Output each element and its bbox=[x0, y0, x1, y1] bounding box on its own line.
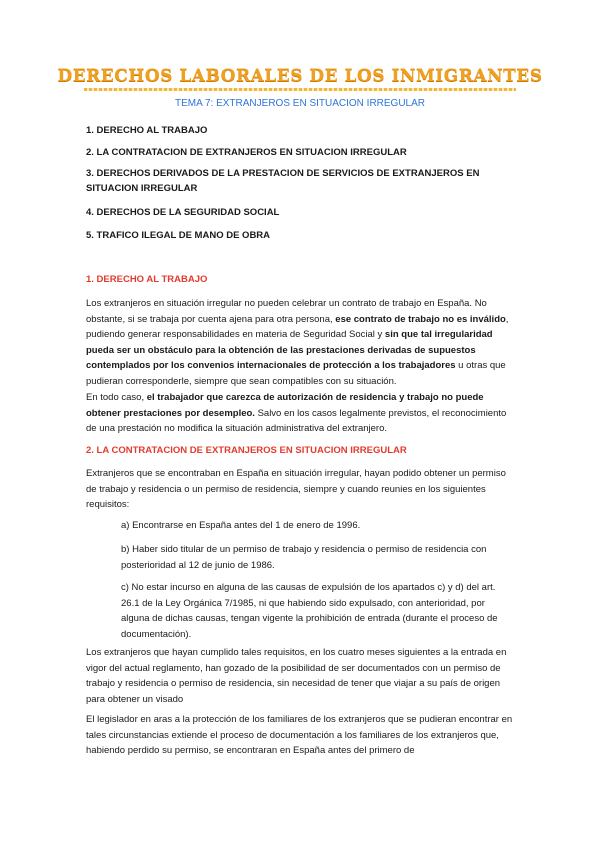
requirement-item: c) No estar incurso en alguna de las causas de expulsión de los apartados c) y d) del art. 26.1 de la Ley Orgánica 7/1985, ni que habiendo sido expulsado, con anterioridad, por alguna de dichas causas, tengan vigente la prohibición de entrada (durante el proceso de documentación). bbox=[121, 582, 498, 640]
requirement-item: b) Haber sido titular de un permiso de trabajo y residencia o permiso de residencia con posterioridad al 12 de junio de 1986. bbox=[121, 544, 487, 571]
toc-item: 2. LA CONTRATACION DE EXTRANJEROS EN SITUACION IRREGULAR bbox=[86, 147, 407, 158]
bold-text-run: sin que tal irregularidad pueda ser un obstáculo para la obtención de las prestaciones derivadas de supuestos contemplados por los convenios internacionales de protección a los trabajadores bbox=[86, 329, 493, 371]
text-run: u otras que pudieran corresponderle, siempre que sean compatibles con su situación. bbox=[86, 360, 506, 387]
toc-item: 4. DERECHOS DE LA SEGURIDAD SOCIAL bbox=[86, 207, 280, 218]
title-underline bbox=[84, 88, 516, 91]
bold-text-run: el trabajador que carezca de autorización de residencia y trabajo no puede obtener prestaciones por desempleo. bbox=[86, 392, 484, 419]
document-title: DERECHOS LABORALES DE LOS INMIGRANTES bbox=[57, 66, 543, 86]
toc-item: 5. TRAFICO ILEGAL DE MANO DE OBRA bbox=[86, 230, 271, 241]
paragraph bbox=[86, 390, 516, 437]
document-subtitle: TEMA 7: EXTRANJEROS EN SITUACION IRREGULAR bbox=[174, 98, 426, 109]
requirement-item: a) Encontrarse en España antes del 1 de enero de 1996. bbox=[121, 520, 361, 531]
section-heading-2: 2. LA CONTRATACION DE EXTRANJEROS EN SITUACION IRREGULAR bbox=[86, 445, 407, 456]
bold-text-run: ese contrato de trabajo no es inválido bbox=[335, 313, 506, 325]
toc-item: 3. DERECHOS DERIVADOS DE LA PRESTACION DE SERVICIOS DE EXTRANJEROS EN SITUACION IRREGULAR bbox=[86, 168, 480, 194]
paragraph: El legislador en aras a la protección de los familiares de los extranjeros que se pudieran encontrar en tales circunstancias extiende el proceso de documentación a los familiares de los extranjeros que, habiendo perdido su permiso, se encontraran en España antes del primero de bbox=[86, 714, 513, 756]
text-run: , pudiendo generar responsabilidades en materia de Seguridad Social y bbox=[86, 313, 509, 340]
toc-item: 1. DERECHO AL TRABAJO bbox=[86, 125, 208, 136]
text-run: Los extranjeros en situación irregular no pueden celebrar un contrato de trabajo en España. No obstante, si se trabaja por cuenta ajena para otra persona, bbox=[86, 298, 487, 325]
text-run: En todo caso, bbox=[86, 392, 147, 403]
text-run: Salvo en los casos legalmente previstos, el reconocimiento de una prestación no modifica la situación administrativa del extranjero. bbox=[86, 407, 507, 434]
paragraph: Extranjeros que se encontraban en España en situación irregular, hayan podido obtener un permiso de trabajo y residencia o un permiso de residencia, siempre y cuando reunies en los siguientes requisitos: bbox=[86, 468, 506, 510]
paragraph bbox=[86, 296, 516, 389]
section-heading-1: 1. DERECHO AL TRABAJO bbox=[86, 274, 208, 285]
paragraph: Los extranjeros que hayan cumplido tales requisitos, en los cuatro meses siguientes a la entrada en vigor del actual reglamento, han gozado de la posibilidad de ser documentados con un permiso de trabajo y residencia o permiso de residencia, sin necesidad de tener que viajar a su país de origen para obtener un visado bbox=[86, 647, 507, 705]
